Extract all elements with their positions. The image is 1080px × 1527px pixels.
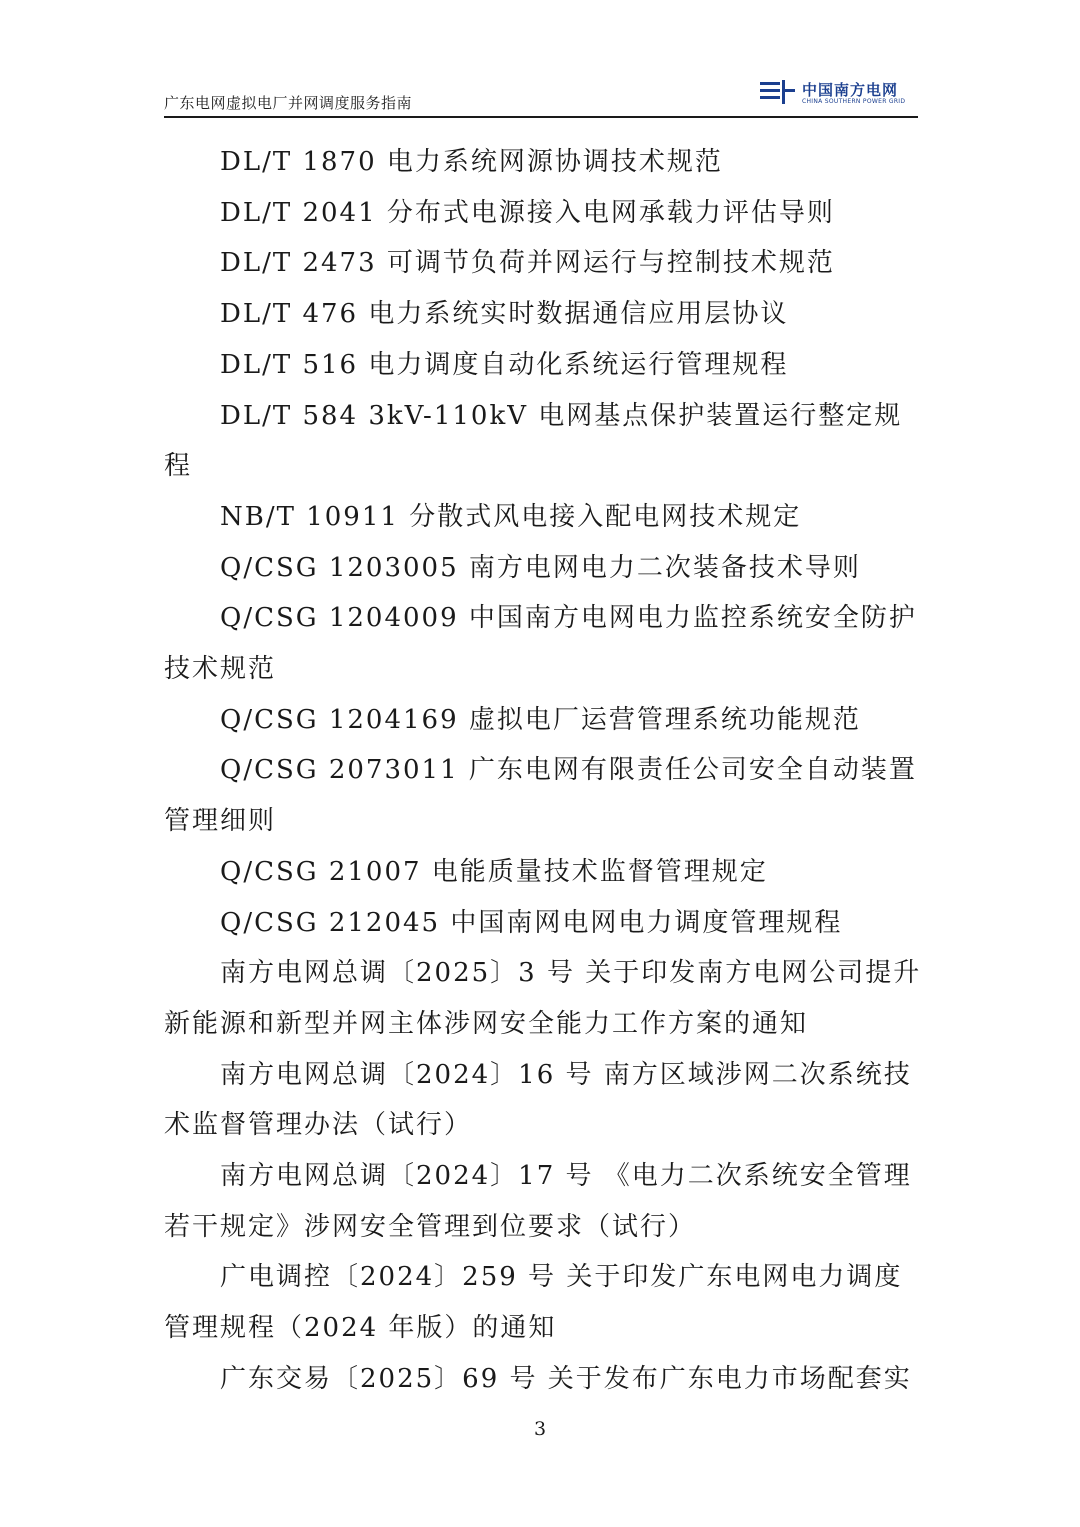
list-item: DL/T 2473 可调节负荷并网运行与控制技术规范 — [220, 248, 835, 279]
list-item: Q/CSG 212045 中国南网电网电力调度管理规程 — [220, 907, 843, 938]
logo-text-en: CHINA SOUTHERN POWER GRID — [802, 98, 906, 105]
list-item: DL/T 516 电力调度自动化系统运行管理规程 — [220, 349, 789, 380]
company-logo — [760, 78, 910, 108]
list-item: Q/CSG 2073011 广东电网有限责任公司安全自动装置管理细则 — [164, 755, 917, 837]
list-item: DL/T 2041 分布式电源接入电网承载力评估导则 — [220, 197, 835, 228]
list-item: 南方电网总调〔2024〕17 号 《电力二次系统安全管理若干规定》涉网安全管理到位要求（试行） — [164, 1161, 912, 1242]
list-item: NB/T 10911 分散式风电接入配电网技术规定 — [220, 501, 802, 532]
list-item: Q/CSG 21007 电能质量技术监督管理规定 — [220, 856, 768, 887]
list-item: 广电调控〔2024〕259 号 关于印发广东电网电力调度管理规程（2024 年版）的通知 — [164, 1262, 903, 1344]
list-item: 广东交易〔2025〕69 号 关于发布广东电力市场配套实 — [220, 1363, 912, 1394]
page-header — [164, 70, 918, 118]
logo-text-cn: 中国南方电网 — [802, 81, 899, 99]
list-item: Q/CSG 1203005 南方电网电力二次装备技术导则 — [220, 552, 861, 583]
list-item: 南方电网总调〔2025〕3 号 关于印发南方电网公司提升新能源和新型并网主体涉网安全能力工作方案的通知 — [164, 958, 922, 1039]
list-item: Q/CSG 1204169 虚拟电厂运营管理系统功能规范 — [220, 704, 861, 735]
list-item: 南方电网总调〔2024〕16 号 南方区域涉网二次系统技术监督管理办法（试行） — [164, 1059, 912, 1141]
list-item: DL/T 476 电力系统实时数据通信应用层协议 — [220, 299, 789, 330]
grid-logo-icon — [760, 80, 796, 106]
page-number: 3 — [533, 1418, 547, 1440]
header-title: 广东电网虚拟电厂并网调度服务指南 — [164, 94, 413, 112]
list-item: DL/T 584 3kV-110kV 电网基点保护装置运行整定规程 — [164, 400, 903, 482]
list-item: DL/T 1870 电力系统网源协调技术规范 — [220, 147, 723, 177]
standards-list — [164, 137, 924, 1405]
list-item: Q/CSG 1204009 中国南方电网电力监控系统安全防护技术规范 — [164, 603, 917, 685]
